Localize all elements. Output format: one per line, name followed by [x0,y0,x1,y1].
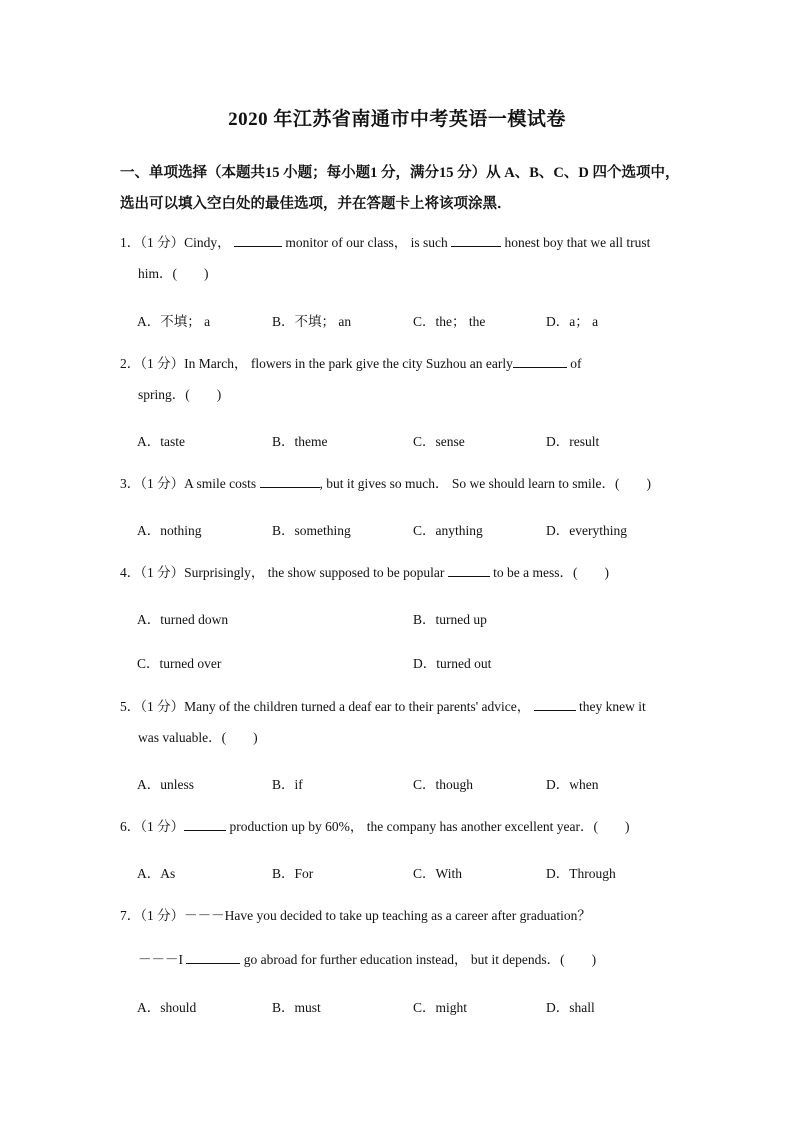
question-number: 4．（1 分） [120,565,185,580]
option-d[interactable]: D．result [546,434,600,449]
option-a[interactable]: A．unless [137,777,194,792]
option-a[interactable]: A．should [137,1000,197,1015]
question-number: 1．（1 分） [120,235,185,250]
answer-blank[interactable] [534,696,576,711]
section-instructions [120,158,680,220]
question-4: 4．（1 分）Surprisingly， the show supposed to be popular to be a mess．( ) [120,557,676,588]
options-7 [137,996,697,1016]
section-line-1: 一、单项选择（本题共15 小题；每小题1 分，满分15 分）从 A、B、C、D 四个选项中， [120,165,680,181]
options-5 [137,773,697,793]
options-4a [137,608,697,628]
question-7: 7．（1 分）－－－Have you decided to take up teaching as a career after graduation？ [120,908,591,923]
option-a[interactable]: A．turned down [137,612,229,627]
question-continuation: him．( ) [138,266,209,281]
section-line-2: 选出可以填入空白处的最佳选项，并在答题卡上将该项涂黑． [120,196,512,212]
question-7-reply: －－－I go abroad for further education instead， but it depends．( ) [138,944,678,975]
option-d[interactable]: D．Through [546,866,616,881]
question-number: 2．（1 分） [120,356,185,371]
question-number: 5．（1 分） [120,699,185,714]
answer-blank[interactable] [513,353,567,368]
options-4b [137,652,697,672]
answer-blank[interactable] [186,949,240,964]
question-number: 7．（1 分） [120,908,185,923]
question-continuation: spring．( ) [138,387,222,402]
option-c[interactable]: C．the； the [413,314,486,329]
option-b[interactable]: B．For [272,866,314,881]
answer-blank[interactable] [234,232,282,247]
question-1: 1．（1 分）Cindy， monitor of our class， is such honest boy that we all trust him．( ) [120,227,676,289]
option-a[interactable]: A．taste [137,434,185,449]
options-6 [137,862,697,882]
question-number: 3．（1 分） [120,476,185,491]
option-d[interactable]: D．a； a [546,314,599,329]
question-3: 3．（1 分）A smile costs , but it gives so much． So we should learn to smile．( ) [120,468,676,499]
options-3 [137,519,697,539]
answer-blank[interactable] [451,232,501,247]
option-b[interactable]: B．theme [272,434,328,449]
option-c[interactable]: C．turned over [137,656,222,671]
option-c[interactable]: C．might [413,1000,468,1015]
option-b[interactable]: B．something [272,523,351,538]
option-d[interactable]: D．everything [546,523,627,538]
option-c[interactable]: C．With [413,866,462,881]
option-c[interactable]: C．anything [413,523,483,538]
option-d[interactable]: D．when [546,777,599,792]
answer-blank[interactable] [448,562,490,577]
answer-blank[interactable] [260,473,320,488]
option-b[interactable]: B．if [272,777,303,792]
option-a[interactable]: A．nothing [137,523,202,538]
options-2 [137,430,697,450]
option-a[interactable]: A．不填； a [137,314,211,329]
question-6: 6．（1 分） production up by 60%， the company has another excellent year．( ) [120,811,676,842]
option-d[interactable]: D．shall [546,1000,595,1015]
option-b[interactable]: B．不填； an [272,314,352,329]
question-number: 6．（1 分） [120,819,185,834]
option-c[interactable]: C．sense [413,434,465,449]
option-b[interactable]: B．must [272,1000,321,1015]
question-5: 5．（1 分）Many of the children turned a deaf ear to their parents' advice， they knew it was valuable．( ) [120,691,676,753]
option-a[interactable]: A．As [137,866,176,881]
option-b[interactable]: B．turned up [413,612,487,627]
question-continuation: was valuable．( ) [138,730,258,745]
options-1 [137,310,697,330]
page-title: 2020 年江苏省南通市中考英语一模试卷 [228,109,566,130]
option-c[interactable]: C．though [413,777,474,792]
option-d[interactable]: D．turned out [413,656,492,671]
answer-blank[interactable] [184,816,226,831]
question-2: 2．（1 分）In March， flowers in the park give the city Suzhou an early of spring．( ) [120,348,676,410]
